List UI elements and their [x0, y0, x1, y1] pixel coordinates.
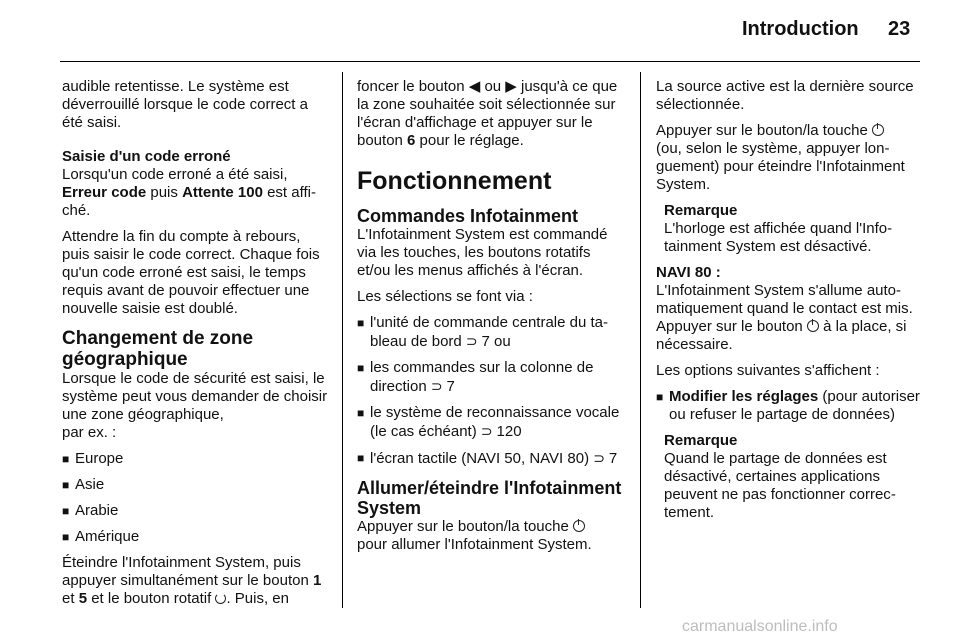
bullet-square-icon: ■	[62, 452, 70, 466]
item-text: les commandes sur la colonne de direction	[370, 359, 594, 395]
remark-label: Remarque	[664, 432, 738, 449]
paragraph: audible retentisse. Le système est déverrouillé lorsque le code correct a été saisi.	[62, 78, 308, 131]
power-icon	[573, 520, 585, 532]
paragraph: Les sélections se font via :	[357, 288, 533, 305]
text: (ou, selon le système, appuyer longuement) pour éteindre l'Infotainment System.	[656, 140, 905, 193]
section-title-controls: Commandes Infotainment	[357, 206, 579, 226]
text: Éteindre l'Infotainment System, puis appuyer simultanément sur le bouton	[62, 554, 313, 589]
page-reference: 7	[608, 450, 618, 467]
text: et le bouton rotatif	[87, 590, 216, 607]
bullet-square-icon: ■	[357, 451, 365, 465]
list-item	[357, 404, 627, 441]
paragraph: Les options suivantes s'affichent :	[656, 362, 880, 379]
list-item	[357, 449, 627, 468]
text: et	[62, 590, 79, 607]
page-reference: 7 ou	[481, 333, 511, 350]
power-icon	[872, 124, 884, 136]
bullet-square-icon: ■	[357, 406, 365, 420]
list-item	[62, 450, 330, 468]
zone-label: Arabie	[75, 502, 119, 519]
text: est affiché.	[62, 184, 317, 219]
section-title-zone: Changement de zone géographique	[62, 328, 254, 370]
remark-box	[656, 202, 924, 256]
text: L'Infotainment System s'allume automatiquement quand le contact est mis. Appuyer sur le bouton	[656, 282, 913, 335]
list-item	[656, 388, 924, 424]
text: . Puis, en	[226, 590, 289, 607]
bullet-square-icon: ■	[357, 361, 365, 375]
text: puis	[146, 184, 183, 201]
paragraph	[656, 282, 924, 354]
text: pour le réglage.	[415, 132, 524, 149]
power-icon	[807, 320, 819, 332]
text: à la place, si nécessaire.	[656, 318, 907, 353]
column-divider	[342, 72, 343, 608]
list-item	[357, 359, 627, 396]
option-label: Modifier les réglages	[669, 388, 819, 405]
bullet-square-icon: ■	[62, 478, 70, 492]
item-text: l'écran tactile (NAVI 50, NAVI 80)	[370, 450, 594, 467]
paragraph: La source active est la dernière source sélectionnée.	[656, 78, 914, 113]
button-5-label: 5	[78, 590, 88, 607]
page-number: 23	[888, 18, 911, 40]
remark-text: Quand le partage de données est désactivé, certaines applications peuvent ne pas fonctionner correctement.	[664, 450, 896, 521]
bullet-square-icon: ■	[357, 316, 365, 330]
page-reference-icon: ⊃	[593, 450, 609, 466]
paragraph	[357, 78, 627, 150]
list-item	[62, 502, 330, 520]
column-1	[62, 78, 330, 616]
chapter-title: Fonctionnement	[357, 167, 552, 195]
bullet-square-icon: ■	[62, 530, 70, 544]
text: par ex. :	[62, 424, 117, 441]
text: Appuyer sur le bouton/la touche	[656, 122, 872, 139]
remark-text: L'horloge est affichée quand l'Infotainment System est désactivé.	[664, 220, 893, 255]
paragraph	[62, 166, 330, 220]
header-rule	[60, 61, 920, 62]
zone-label: Europe	[75, 450, 124, 467]
list-item	[62, 528, 330, 546]
page-header-title: Introduction	[742, 18, 859, 40]
item-text: l'unité de commande centrale du tableau de bord	[370, 314, 609, 350]
text: Lorsqu'un code erroné a été saisi,	[62, 166, 288, 183]
list-item	[62, 476, 330, 494]
page-reference-icon: ⊃	[480, 423, 497, 439]
button-6-label: 6	[407, 132, 416, 149]
paragraph	[357, 518, 627, 554]
remark-label: Remarque	[664, 202, 738, 219]
column-divider	[640, 72, 641, 608]
page-reference-icon: ⊃	[465, 333, 482, 349]
error-code-label: Erreur code	[62, 184, 147, 201]
text: pour allumer l'Infotainment System.	[357, 536, 592, 553]
button-1-label: 1	[312, 572, 322, 589]
subheading-wrong-code: Saisie d'un code erroné	[62, 148, 231, 165]
paragraph	[656, 122, 924, 194]
wait-label: Attente 100	[182, 184, 263, 201]
section-title-on-off: Allumer/éteindre l'Infotainment System	[357, 478, 622, 518]
column-2	[357, 78, 627, 562]
zone-label: Asie	[75, 476, 105, 493]
item-text: (pour autoriser ou refuser le partage de données)	[669, 388, 920, 423]
watermark: carmanualsonline.info	[682, 618, 838, 635]
page-reference: 7	[446, 378, 455, 395]
bullet-square-icon: ■	[62, 504, 70, 518]
zone-label: Amérique	[75, 528, 140, 545]
bullet-square-icon: ■	[656, 390, 664, 404]
paragraph: Attendre la fin du compte à rebours, puis saisir le code correct. Chaque fois qu'un code erroné est saisi, le temps requis avant de pouvoir effectuer une nouvelle saisie est doublé.	[62, 228, 320, 317]
navi-80-label: NAVI 80 :	[656, 264, 721, 281]
item-text: le système de reconnaissance vocale (le cas échéant)	[370, 404, 620, 440]
paragraph: L'Infotainment System est commandé via les touches, les boutons rotatifs et/ou les menus affichés à l'écran.	[357, 226, 608, 279]
page-reference-icon: ⊃	[430, 378, 447, 394]
rotary-knob-icon	[215, 593, 226, 604]
paragraph	[62, 370, 330, 442]
paragraph	[62, 554, 330, 608]
text: Appuyer sur le bouton/la touche	[357, 518, 573, 535]
text: foncer le bouton ◀ ou ▶ jusqu'à ce que la zone souhaitée soit sélectionnée sur l'écran d'affichage et appuyer sur le bouton	[357, 78, 618, 149]
text: Lorsque le code de sécurité est saisi, le système peut vous demander de choisir une zone géographique,	[62, 370, 328, 423]
page-reference: 120	[496, 423, 522, 440]
remark-box	[656, 432, 924, 522]
column-3	[656, 78, 924, 530]
list-item	[357, 314, 627, 351]
